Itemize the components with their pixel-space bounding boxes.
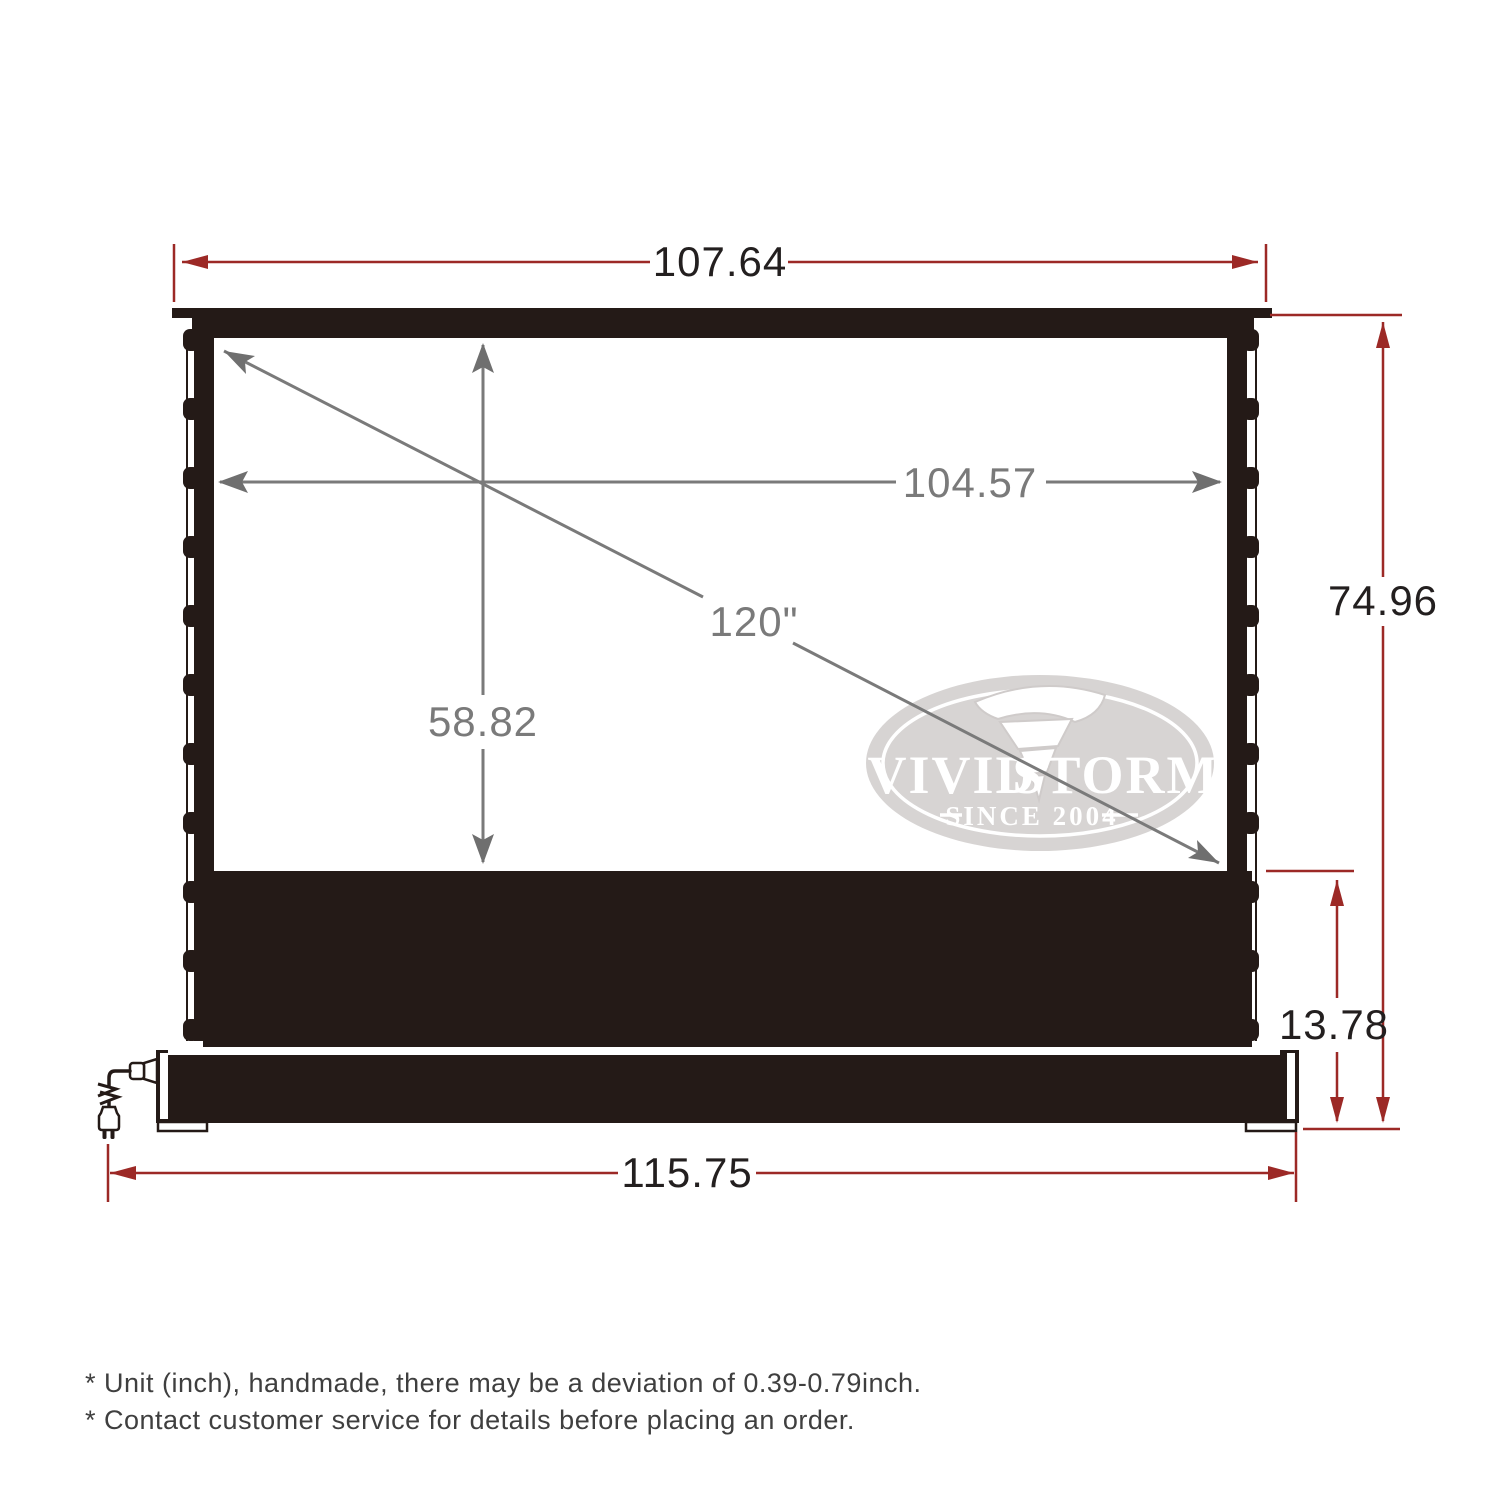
dimension-total-height-label: 74.96 xyxy=(1327,577,1439,624)
cord-collar xyxy=(130,1063,144,1079)
plug-prong-right xyxy=(111,1130,115,1139)
base-right-endcap xyxy=(1287,1053,1295,1119)
cord-connector xyxy=(144,1059,157,1083)
base-left-endcap xyxy=(160,1053,168,1119)
dimension-screen-width-label: 104.57 xyxy=(902,459,1038,506)
plug-body xyxy=(99,1107,119,1130)
brand-word-right: STORM xyxy=(1012,745,1220,805)
dimension-base-height-label: 13.78 xyxy=(1278,1001,1390,1048)
footnote-unit: * Unit (inch), handmade, there may be a deviation of 0.39-0.79inch. xyxy=(85,1368,922,1398)
footnote-contact: * Contact customer service for details before placing an order. xyxy=(85,1405,855,1435)
brand-word-left: VIVID xyxy=(867,745,1037,805)
base-left-foot xyxy=(158,1122,207,1131)
dimension-top-width-label: 107.64 xyxy=(652,238,788,285)
base-right-foot xyxy=(1246,1122,1296,1131)
screen-drop-section xyxy=(203,871,1252,1048)
dimension-diagonal-label: 120" xyxy=(709,598,799,645)
dimension-screen-height-label: 58.82 xyxy=(427,698,539,745)
base-housing xyxy=(156,1050,1299,1123)
frame-top-bar xyxy=(192,308,1254,338)
brand-tagline: SINCE 2004 xyxy=(945,801,1119,831)
screen-base xyxy=(156,1047,1299,1131)
base-top-gap xyxy=(168,1047,1280,1055)
plug-prong-left xyxy=(103,1130,107,1139)
dimension-base-width-label: 115.75 xyxy=(621,1149,753,1196)
